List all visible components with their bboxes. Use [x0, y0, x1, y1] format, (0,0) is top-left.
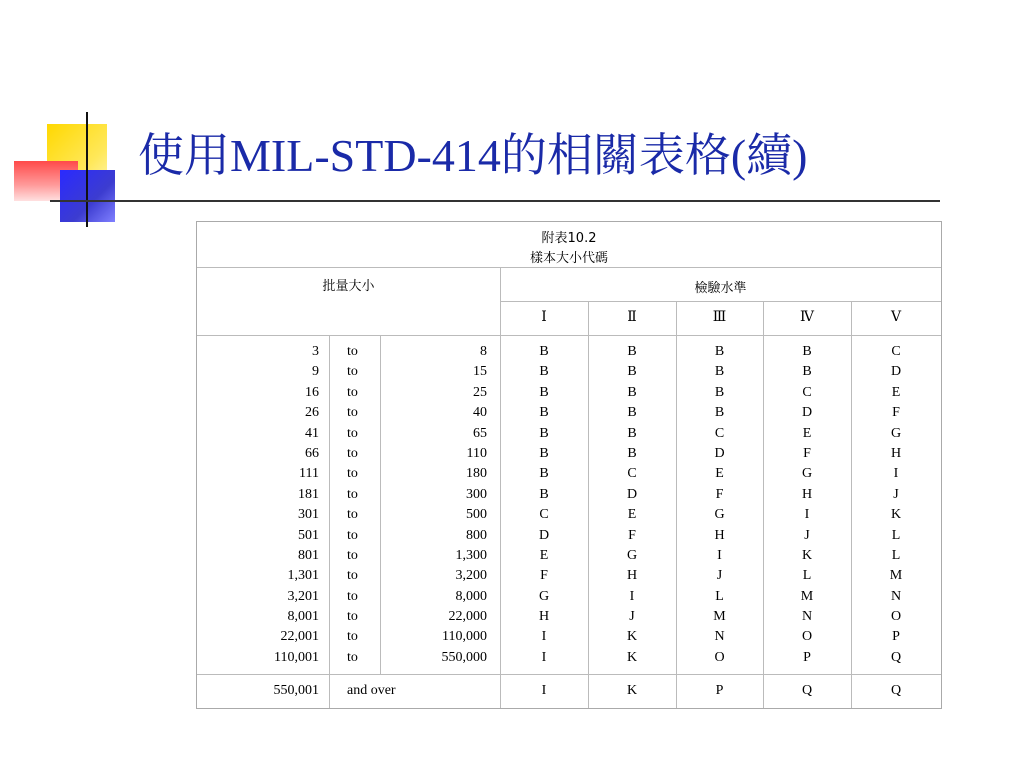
col-divider-2 — [380, 335, 381, 674]
code-cell: H — [538, 609, 550, 625]
code-cell: C — [539, 507, 549, 523]
lot-to-value: 800 — [466, 527, 487, 543]
last-row-from: 550,001 — [273, 683, 319, 698]
code-cell: B — [802, 364, 812, 380]
code-cell: G — [801, 466, 813, 482]
code-column-1 — [500, 342, 588, 668]
level-col-divider-2 — [676, 301, 677, 708]
code-cell: D — [801, 405, 813, 421]
lot-to-word: to — [347, 445, 358, 461]
lot-from-value: 501 — [298, 527, 319, 543]
code-column-2 — [588, 342, 676, 668]
code-cell: B — [627, 425, 637, 441]
table-caption — [197, 229, 941, 269]
code-cell: C — [627, 466, 637, 482]
level-col-divider-3 — [763, 301, 764, 708]
code-cell: I — [541, 649, 547, 665]
code-cell: B — [627, 344, 637, 359]
code-cell: M — [713, 609, 726, 625]
code-cell: F — [803, 445, 811, 461]
lot-from-value: 181 — [298, 486, 319, 502]
code-cell: B — [714, 344, 725, 359]
title-underline — [50, 200, 940, 202]
level-header-4: Ⅳ — [800, 310, 814, 325]
lot-to-word: to — [347, 629, 358, 645]
code-cell: N — [714, 629, 725, 645]
header-body-divider — [197, 335, 941, 336]
lot-to-value: 22,000 — [448, 609, 487, 625]
code-cell: E — [802, 425, 812, 441]
lot-to-value: 180 — [466, 466, 487, 482]
lot-to-value: 500 — [466, 507, 487, 523]
inspection-level-header: 檢驗水準 — [694, 281, 747, 296]
lot-to-value: 550,000 — [441, 649, 487, 665]
code-cell: I — [804, 507, 810, 523]
lot-to-value: 15 — [473, 364, 487, 380]
caption-divider — [197, 267, 941, 268]
code-cell: O — [890, 609, 902, 625]
code-cell: I — [629, 588, 635, 604]
code-cell: D — [890, 364, 902, 380]
code-cell: B — [627, 384, 637, 400]
code-cell: D — [714, 445, 725, 461]
lot-to-value: 3,200 — [455, 568, 487, 584]
code-cell: B — [539, 405, 549, 421]
lot-to-value: 25 — [473, 384, 487, 400]
code-cell: C — [714, 425, 725, 441]
code-cell: D — [538, 527, 550, 543]
last-row-code-4: Q — [801, 683, 813, 698]
lot-to-value: 1,300 — [455, 547, 487, 563]
lot-to-word: to — [347, 405, 358, 421]
code-cell: L — [802, 568, 812, 584]
lot-to-word: to — [347, 466, 358, 482]
code-cell: B — [714, 405, 725, 421]
lot-to-column — [380, 342, 487, 668]
code-cell: B — [627, 445, 637, 461]
lot-to-word: to — [347, 384, 358, 400]
lot-from-value: 801 — [298, 547, 319, 563]
code-cell: B — [539, 425, 549, 441]
lot-from-value: 9 — [312, 364, 319, 380]
lot-to-word: to — [347, 527, 358, 543]
lot-to-word: to — [347, 588, 358, 604]
lot-to-word: to — [347, 649, 358, 665]
last-row-code-5: Q — [890, 683, 902, 698]
code-cell: E — [539, 547, 549, 563]
lot-from-column — [197, 342, 319, 668]
lot-to-value: 8 — [480, 344, 487, 359]
lot-to-value: 110,000 — [442, 629, 487, 645]
level-header-5: Ⅴ — [890, 310, 902, 325]
level-header-3: Ⅲ — [712, 310, 727, 325]
lot-from-value: 1,301 — [287, 568, 319, 584]
code-cell: L — [891, 547, 901, 563]
code-cell: F — [628, 527, 636, 543]
code-cell: B — [539, 466, 549, 482]
col-divider-3 — [500, 335, 501, 708]
code-cell: K — [626, 649, 638, 665]
lot-from-value: 8,001 — [287, 609, 319, 625]
sample-size-code-table — [196, 221, 942, 709]
lot-to-word: to — [347, 486, 358, 502]
code-cell: L — [715, 588, 724, 604]
code-cell: C — [891, 344, 901, 359]
code-cell: F — [892, 405, 900, 421]
code-cell: K — [801, 547, 813, 563]
caption-subtitle: 樣本大小代碼 — [529, 251, 608, 266]
code-cell: F — [715, 486, 724, 502]
code-cell: P — [892, 629, 900, 645]
code-column-3 — [676, 342, 763, 668]
code-cell: N — [890, 588, 902, 604]
code-cell: P — [803, 649, 811, 665]
code-cell: K — [890, 507, 902, 523]
lot-to-word: to — [347, 364, 358, 380]
code-cell: B — [539, 344, 549, 359]
level-col-divider-1 — [588, 301, 589, 708]
lot-to-word: to — [347, 344, 358, 359]
code-cell: O — [801, 629, 813, 645]
lot-to-word: to — [347, 609, 358, 625]
code-column-5 — [851, 342, 941, 668]
code-cell: F — [540, 568, 548, 584]
decor-vertical-line — [86, 112, 88, 227]
last-row-code-1: I — [541, 683, 547, 698]
lot-to-value: 65 — [473, 425, 487, 441]
code-cell: M — [800, 588, 814, 604]
lot-from-value: 22,001 — [280, 629, 319, 645]
lot-from-value: 26 — [305, 405, 319, 421]
caption-number: 10.2 — [567, 231, 597, 246]
code-cell: G — [890, 425, 902, 441]
last-row-label: and over — [347, 683, 396, 698]
lot-to-value: 110 — [466, 445, 487, 461]
body-last-row-divider — [197, 674, 941, 675]
code-cell: E — [715, 466, 724, 482]
level-header-2: Ⅱ — [627, 310, 637, 325]
lot-to-word: to — [347, 547, 358, 563]
code-cell: B — [714, 364, 725, 380]
code-cell: G — [538, 588, 550, 604]
lot-to-value: 8,000 — [455, 588, 487, 604]
code-cell: C — [802, 384, 812, 400]
code-cell: H — [801, 486, 813, 502]
code-cell: O — [714, 649, 725, 665]
code-cell: B — [539, 486, 549, 502]
level-header-divider — [500, 301, 941, 302]
code-cell: B — [627, 405, 637, 421]
lot-from-value: 110,001 — [274, 649, 319, 665]
code-cell: I — [541, 629, 547, 645]
level-header-1: Ⅰ — [541, 310, 547, 325]
code-cell: E — [627, 507, 637, 523]
code-cell: Q — [890, 649, 902, 665]
code-cell: J — [716, 568, 723, 584]
last-row-code-3: P — [715, 683, 724, 698]
code-column-4 — [763, 342, 851, 668]
code-cell: B — [802, 344, 812, 359]
lot-from-value: 41 — [305, 425, 319, 441]
slide-title: 使用MIL-STD-414的相關表格(續) — [138, 130, 808, 181]
code-cell: B — [714, 384, 725, 400]
code-cell: N — [801, 609, 813, 625]
level-col-divider-4 — [851, 301, 852, 708]
lot-from-value: 111 — [299, 466, 319, 482]
code-cell: B — [627, 364, 637, 380]
code-cell: B — [539, 384, 549, 400]
col-divider-1 — [329, 335, 330, 708]
code-cell: K — [626, 629, 638, 645]
code-cell: G — [714, 507, 725, 523]
code-cell: H — [626, 568, 638, 584]
code-cell: L — [891, 527, 901, 543]
code-cell: H — [890, 445, 902, 461]
code-cell: I — [893, 466, 899, 482]
code-cell: I — [717, 547, 722, 563]
lot-to-value: 300 — [466, 486, 487, 502]
lot-from-value: 3 — [312, 344, 319, 359]
lot-to-word: to — [347, 568, 358, 584]
code-cell: G — [626, 547, 638, 563]
code-cell: B — [539, 445, 549, 461]
last-row-code-2: K — [626, 683, 638, 698]
lot-from-value: 66 — [305, 445, 319, 461]
caption-prefix: 附表 — [541, 231, 568, 246]
code-cell: D — [626, 486, 638, 502]
code-cell: M — [889, 568, 903, 584]
lot-size-header: 批量大小 — [322, 279, 375, 294]
lot-from-value: 16 — [305, 384, 319, 400]
code-cell: E — [891, 384, 901, 400]
lot-from-value: 3,201 — [287, 588, 319, 604]
code-cell: B — [539, 364, 549, 380]
lot-to-word: to — [347, 507, 358, 523]
lot-from-value: 301 — [298, 507, 319, 523]
code-cell: J — [804, 527, 810, 543]
lot-to-value: 40 — [473, 405, 487, 421]
code-cell: H — [714, 527, 725, 543]
lot-to-word: to — [347, 425, 358, 441]
code-cell: J — [893, 486, 899, 502]
code-cell: J — [629, 609, 635, 625]
